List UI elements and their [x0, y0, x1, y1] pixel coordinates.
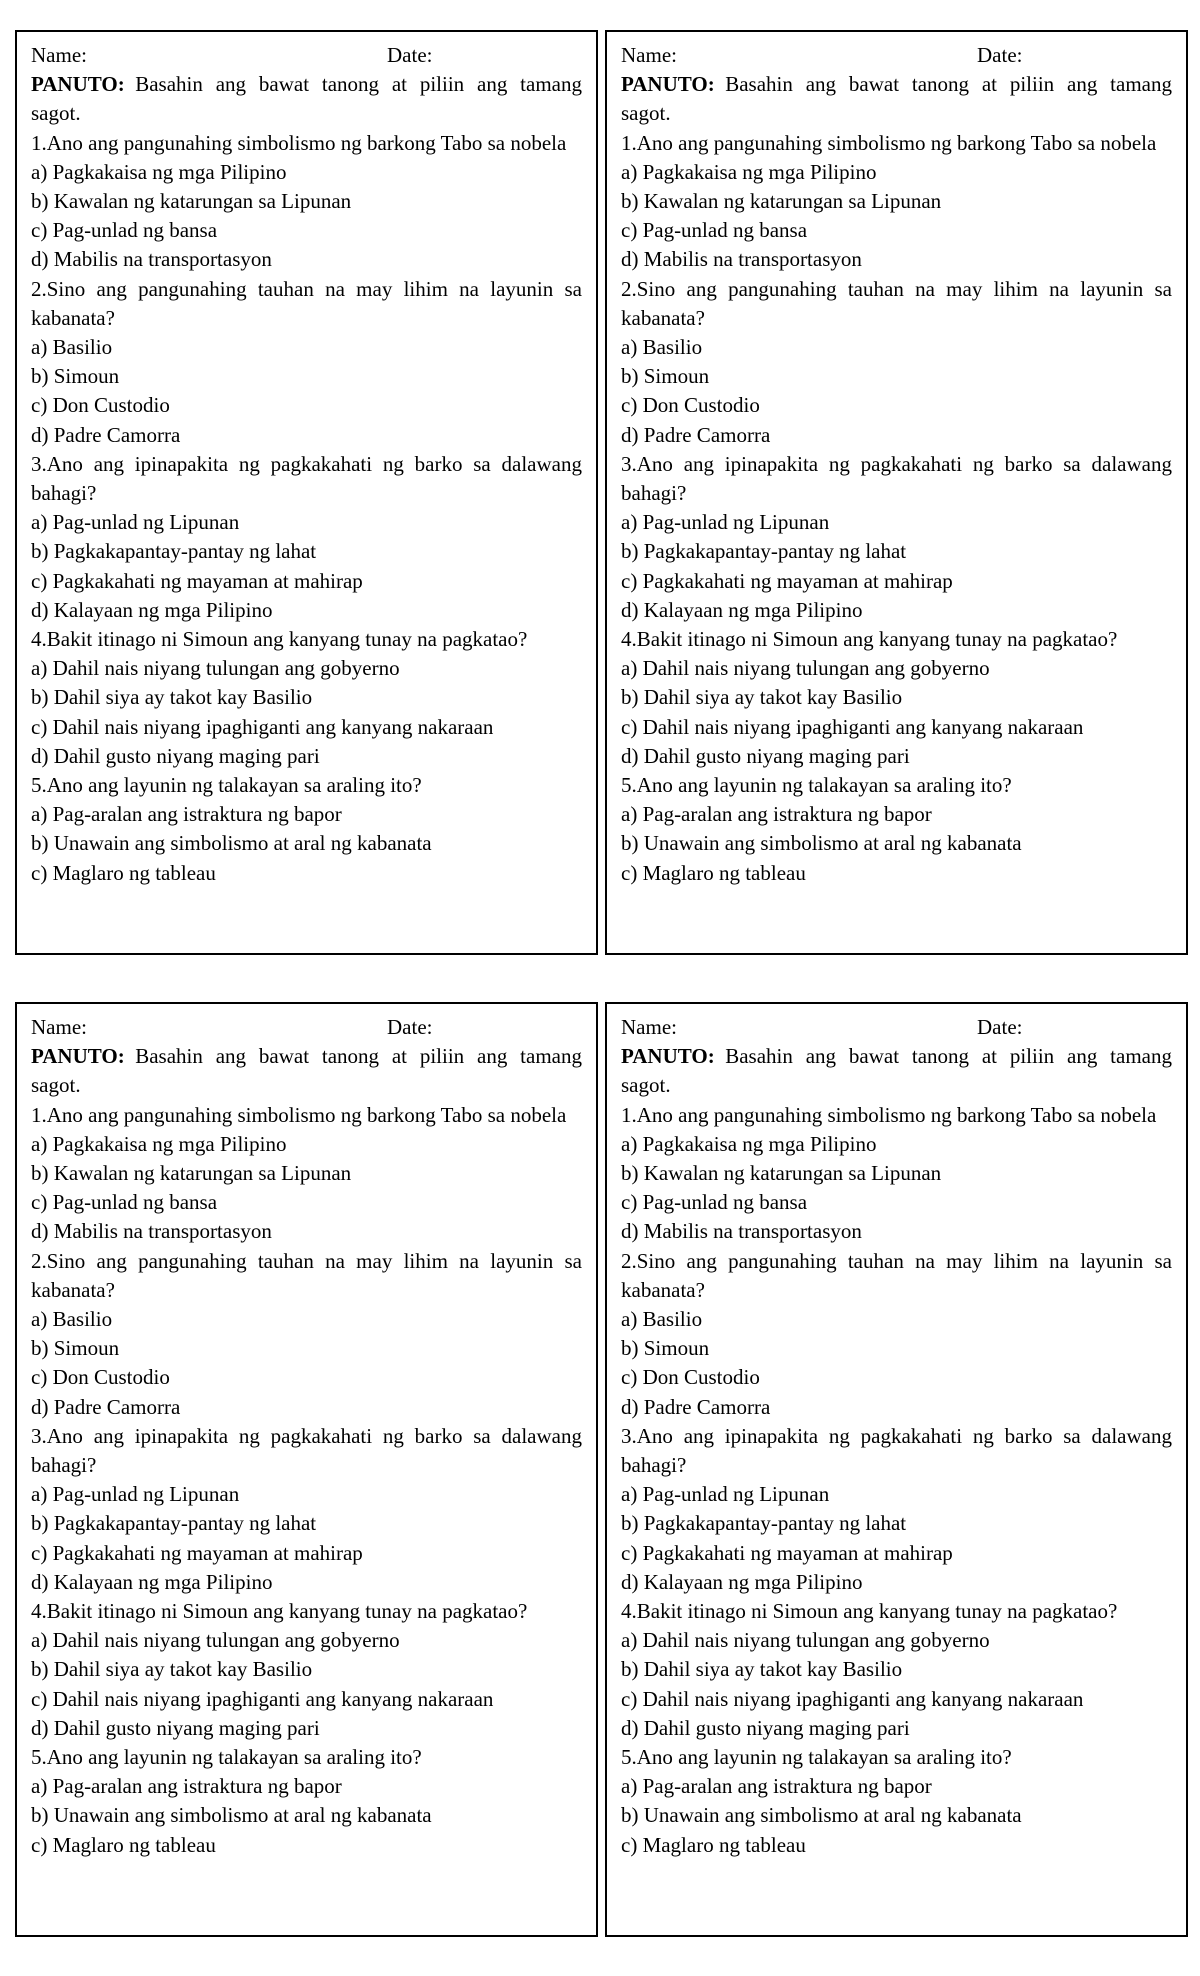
question-1: 1.Ano ang pangunahing simbolismo ng barkong Tabo sa nobela: [31, 130, 567, 155]
q2-option-a: a) Basilio: [31, 335, 113, 360]
q1-option-a: a) Pagkakaisa ng mga Pilipino: [621, 159, 877, 184]
q5-option-a: a) Pag-aralan ang istraktura ng bapor: [621, 1774, 932, 1799]
q4-option-c: c) Dahil nais niyang ipaghiganti ang kanyang nakaraan: [621, 714, 1084, 739]
q3-option-d: d) Kalayaan ng mga Pilipino: [31, 1569, 273, 1594]
header-row: [621, 1013, 1172, 1042]
q2-option-a: a) Basilio: [621, 1307, 703, 1332]
q2-option-a: a) Basilio: [31, 1307, 113, 1332]
instructions: [31, 70, 582, 128]
question-2: 2.Sino ang pangunahing tauhan na may lihim na layunin sa kabanata?: [621, 1248, 1172, 1302]
q4-option-c: c) Dahil nais niyang ipaghiganti ang kanyang nakaraan: [31, 1686, 494, 1711]
question-5: 5.Ano ang layunin ng talakayan sa araling ito?: [31, 1745, 422, 1770]
q4-option-a: a) Dahil nais niyang tulungan ang gobyerno: [621, 1628, 990, 1653]
q4-option-c: c) Dahil nais niyang ipaghiganti ang kanyang nakaraan: [621, 1686, 1084, 1711]
q5-option-b: b) Unawain ang simbolismo at aral ng kabanata: [31, 1803, 432, 1828]
q3-option-c: c) Pagkakahati ng mayaman at mahirap: [621, 568, 953, 593]
q1-option-d: d) Mabilis na transportasyon: [31, 247, 272, 272]
instructions-label: PANUTO:: [31, 1044, 125, 1069]
name-label: Name:: [621, 1015, 677, 1039]
q2-option-c: c) Don Custodio: [621, 393, 760, 418]
q1-option-d: d) Mabilis na transportasyon: [621, 247, 862, 272]
instructions: [621, 70, 1172, 128]
q2-option-b: b) Simoun: [621, 364, 710, 389]
q3-option-d: d) Kalayaan ng mga Pilipino: [621, 1569, 863, 1594]
q2-option-b: b) Simoun: [31, 1336, 120, 1361]
question-4: 4.Bakit itinago ni Simoun ang kanyang tunay na pagkatao?: [31, 627, 528, 652]
q1-option-d: d) Mabilis na transportasyon: [621, 1219, 862, 1244]
question-1: 1.Ano ang pangunahing simbolismo ng barkong Tabo sa nobela: [31, 1102, 567, 1127]
q1-option-c: c) Pag-unlad ng bansa: [621, 1190, 808, 1215]
q3-option-d: d) Kalayaan ng mga Pilipino: [621, 597, 863, 622]
q5-option-c: c) Maglaro ng tableau: [621, 1832, 806, 1857]
q4-option-b: b) Dahil siya ay takot kay Basilio: [621, 685, 903, 710]
q1-option-b: b) Kawalan ng katarungan sa Lipunan: [31, 189, 352, 214]
q1-option-b: b) Kawalan ng katarungan sa Lipunan: [31, 1161, 352, 1186]
q4-option-a: a) Dahil nais niyang tulungan ang gobyerno: [31, 1628, 400, 1653]
quiz-card-bottom-right: [605, 1002, 1188, 1937]
instructions-label: PANUTO:: [621, 1044, 715, 1069]
q5-option-a: a) Pag-aralan ang istraktura ng bapor: [31, 802, 342, 827]
q1-option-a: a) Pagkakaisa ng mga Pilipino: [621, 1131, 877, 1156]
q4-option-c: c) Dahil nais niyang ipaghiganti ang kanyang nakaraan: [31, 714, 494, 739]
q2-option-c: c) Don Custodio: [31, 393, 170, 418]
q2-option-a: a) Basilio: [621, 335, 703, 360]
question-2: 2.Sino ang pangunahing tauhan na may lihim na layunin sa kabanata?: [31, 276, 582, 330]
q4-option-b: b) Dahil siya ay takot kay Basilio: [31, 1657, 313, 1682]
q2-option-b: b) Simoun: [31, 364, 120, 389]
q3-option-a: a) Pag-unlad ng Lipunan: [621, 510, 830, 535]
date-label: Date:: [387, 43, 433, 67]
q5-option-c: c) Maglaro ng tableau: [31, 860, 216, 885]
q2-option-c: c) Don Custodio: [31, 1365, 170, 1390]
q1-option-b: b) Kawalan ng katarungan sa Lipunan: [621, 189, 942, 214]
q1-option-d: d) Mabilis na transportasyon: [31, 1219, 272, 1244]
q2-option-c: c) Don Custodio: [621, 1365, 760, 1390]
q5-option-a: a) Pag-aralan ang istraktura ng bapor: [31, 1774, 342, 1799]
q4-option-d: d) Dahil gusto niyang maging pari: [31, 743, 320, 768]
q1-option-b: b) Kawalan ng katarungan sa Lipunan: [621, 1161, 942, 1186]
q1-option-c: c) Pag-unlad ng bansa: [31, 1190, 218, 1215]
instructions-text: Basahin ang bawat tanong at piliin ang tamang sagot.: [621, 1044, 1172, 1098]
q5-option-b: b) Unawain ang simbolismo at aral ng kabanata: [621, 831, 1022, 856]
q3-option-b: b) Pagkakapantay-pantay ng lahat: [31, 1511, 317, 1536]
q3-option-c: c) Pagkakahati ng mayaman at mahirap: [31, 568, 363, 593]
q4-option-b: b) Dahil siya ay takot kay Basilio: [31, 685, 313, 710]
instructions-label: PANUTO:: [31, 72, 125, 97]
q1-option-c: c) Pag-unlad ng bansa: [621, 218, 808, 243]
q4-option-b: b) Dahil siya ay takot kay Basilio: [621, 1657, 903, 1682]
q3-option-b: b) Pagkakapantay-pantay ng lahat: [621, 539, 907, 564]
q3-option-b: b) Pagkakapantay-pantay ng lahat: [621, 1511, 907, 1536]
quiz-card-bottom-left: [15, 1002, 598, 1937]
question-1: 1.Ano ang pangunahing simbolismo ng barkong Tabo sa nobela: [621, 130, 1157, 155]
header-row: [31, 41, 582, 70]
q2-option-d: d) Padre Camorra: [621, 1394, 771, 1419]
q2-option-d: d) Padre Camorra: [621, 422, 771, 447]
name-label: Name:: [621, 43, 677, 67]
q5-option-b: b) Unawain ang simbolismo at aral ng kabanata: [31, 831, 432, 856]
instructions: [31, 1042, 582, 1100]
q2-option-b: b) Simoun: [621, 1336, 710, 1361]
q3-option-a: a) Pag-unlad ng Lipunan: [621, 1482, 830, 1507]
q3-option-d: d) Kalayaan ng mga Pilipino: [31, 597, 273, 622]
q3-option-c: c) Pagkakahati ng mayaman at mahirap: [31, 1540, 363, 1565]
q4-option-a: a) Dahil nais niyang tulungan ang gobyerno: [31, 656, 400, 681]
question-4: 4.Bakit itinago ni Simoun ang kanyang tunay na pagkatao?: [621, 627, 1118, 652]
q1-option-a: a) Pagkakaisa ng mga Pilipino: [31, 159, 287, 184]
question-4: 4.Bakit itinago ni Simoun ang kanyang tunay na pagkatao?: [621, 1599, 1118, 1624]
q5-option-c: c) Maglaro ng tableau: [31, 1832, 216, 1857]
header-row: [31, 1013, 582, 1042]
question-3: 3.Ano ang ipinapakita ng pagkakahati ng barko sa dalawang bahagi?: [621, 1423, 1172, 1478]
q2-option-d: d) Padre Camorra: [31, 1394, 181, 1419]
q3-option-a: a) Pag-unlad ng Lipunan: [31, 510, 240, 535]
question-3: 3.Ano ang ipinapakita ng pagkakahati ng barko sa dalawang bahagi?: [31, 1423, 582, 1478]
q3-option-b: b) Pagkakapantay-pantay ng lahat: [31, 539, 317, 564]
header-row: [621, 41, 1172, 70]
q1-option-c: c) Pag-unlad ng bansa: [31, 218, 218, 243]
q5-option-a: a) Pag-aralan ang istraktura ng bapor: [621, 802, 932, 827]
q4-option-d: d) Dahil gusto niyang maging pari: [621, 1715, 910, 1740]
q4-option-d: d) Dahil gusto niyang maging pari: [621, 743, 910, 768]
q2-option-d: d) Padre Camorra: [31, 422, 181, 447]
instructions-label: PANUTO:: [621, 72, 715, 97]
name-label: Name:: [31, 43, 87, 67]
instructions-text: Basahin ang bawat tanong at piliin ang tamang sagot.: [621, 72, 1172, 126]
q4-option-d: d) Dahil gusto niyang maging pari: [31, 1715, 320, 1740]
date-label: Date:: [977, 43, 1023, 67]
date-label: Date:: [977, 1015, 1023, 1039]
q3-option-c: c) Pagkakahati ng mayaman at mahirap: [621, 1540, 953, 1565]
question-2: 2.Sino ang pangunahing tauhan na may lihim na layunin sa kabanata?: [31, 1248, 582, 1302]
instructions-text: Basahin ang bawat tanong at piliin ang tamang sagot.: [31, 72, 582, 126]
instructions: [621, 1042, 1172, 1100]
question-5: 5.Ano ang layunin ng talakayan sa araling ito?: [621, 1745, 1012, 1770]
date-label: Date:: [387, 1015, 433, 1039]
quiz-card-top-left: [15, 30, 598, 955]
q1-option-a: a) Pagkakaisa ng mga Pilipino: [31, 1131, 287, 1156]
question-3: 3.Ano ang ipinapakita ng pagkakahati ng barko sa dalawang bahagi?: [31, 451, 582, 506]
question-2: 2.Sino ang pangunahing tauhan na may lihim na layunin sa kabanata?: [621, 276, 1172, 330]
name-label: Name:: [31, 1015, 87, 1039]
q5-option-b: b) Unawain ang simbolismo at aral ng kabanata: [621, 1803, 1022, 1828]
question-5: 5.Ano ang layunin ng talakayan sa araling ito?: [621, 773, 1012, 798]
question-1: 1.Ano ang pangunahing simbolismo ng barkong Tabo sa nobela: [621, 1102, 1157, 1127]
q5-option-c: c) Maglaro ng tableau: [621, 860, 806, 885]
question-3: 3.Ano ang ipinapakita ng pagkakahati ng barko sa dalawang bahagi?: [621, 451, 1172, 506]
question-5: 5.Ano ang layunin ng talakayan sa araling ito?: [31, 773, 422, 798]
q3-option-a: a) Pag-unlad ng Lipunan: [31, 1482, 240, 1507]
q4-option-a: a) Dahil nais niyang tulungan ang gobyerno: [621, 656, 990, 681]
instructions-text: Basahin ang bawat tanong at piliin ang tamang sagot.: [31, 1044, 582, 1098]
quiz-card-top-right: [605, 30, 1188, 955]
question-4: 4.Bakit itinago ni Simoun ang kanyang tunay na pagkatao?: [31, 1599, 528, 1624]
